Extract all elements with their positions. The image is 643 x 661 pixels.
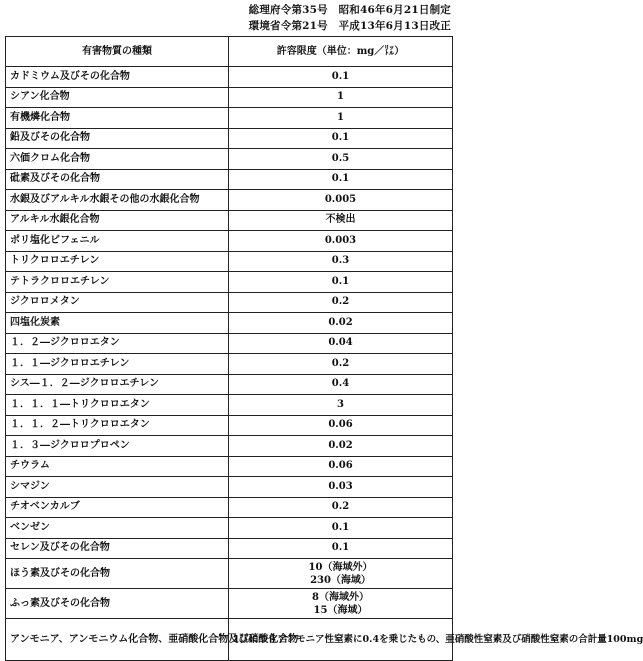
substance-name: 六価クロム化合物 [6, 149, 229, 170]
table-row [6, 128, 453, 149]
substance-name: 四塩化炭素 [6, 313, 229, 334]
table-row [6, 251, 453, 272]
limit-value: 0.1 [229, 67, 453, 88]
table-row [6, 436, 453, 457]
table-row [6, 169, 453, 190]
substance-name: ベンゼン [6, 518, 229, 539]
limit-value: 0.1 [229, 128, 453, 149]
limit-value: 3 [229, 395, 453, 416]
ordinance-line-2: 環境省令第21号 平成13年6月13日改正 [248, 20, 451, 32]
substance-name: １．１―ジクロロエチレン [6, 354, 229, 375]
table-row [6, 415, 453, 436]
table-row [6, 589, 453, 619]
limit-value: 0.3 [229, 251, 453, 272]
limit-value: 1 [229, 108, 453, 129]
table-row [6, 108, 453, 129]
table-row [6, 231, 453, 252]
table-row [6, 538, 453, 559]
substance-name: ポリ塩化ビフェニル [6, 231, 229, 252]
limit-value [229, 589, 453, 619]
substance-name: 砒素及びその化合物 [6, 169, 229, 190]
substance-name: １．３―ジクロロプロペン [6, 436, 229, 457]
table-row [6, 497, 453, 518]
substance-name: シアン化合物 [6, 87, 229, 108]
substance-name: セレン及びその化合物 [6, 538, 229, 559]
limit-value: 0.1 [229, 169, 453, 190]
limit-value: 0.2 [229, 497, 453, 518]
substance-name: カドミウム及びその化合物 [6, 67, 229, 88]
substance-name: ほう素及びその化合物 [6, 559, 229, 589]
table-row [6, 354, 453, 375]
substance-name: １．１．１―トリクロロエタン [6, 395, 229, 416]
limit-value: 0.1 [229, 538, 453, 559]
header-substance: 有害物質の種類 [6, 37, 229, 67]
table-row [6, 67, 453, 88]
limit-value [229, 559, 453, 589]
substance-name: ジクロロメタン [6, 292, 229, 313]
table-row [6, 190, 453, 211]
limit-value: 0.06 [229, 415, 453, 436]
effluent-standards-table [5, 36, 643, 661]
table-row [6, 518, 453, 539]
limit-value: 0.1 [229, 272, 453, 293]
limit-value: 0.005 [229, 190, 453, 211]
substance-name: アンモニア、アンモニウム化合物、亜硝酸化合物及び硝酸化合物 [6, 619, 229, 661]
limit-value: 0.2 [229, 292, 453, 313]
limit-value: 0.003 [229, 231, 453, 252]
limit-value: 0.1 [229, 518, 453, 539]
table-row [6, 333, 453, 354]
limit-outside-sea: 10（海域外） [308, 561, 373, 573]
limit-value: 0.2 [229, 354, 453, 375]
table-row [6, 619, 453, 661]
table-row [6, 395, 453, 416]
limit-value: 1 [229, 87, 453, 108]
substance-name: １．２―ジクロロエタン [6, 333, 229, 354]
limit-value: 不検出 [229, 210, 453, 231]
table-row [6, 313, 453, 334]
substance-name: トリクロロエチレン [6, 251, 229, 272]
limit-value: 1㍑につきアンモニア性窒素に0.4を乗じたもの、亜硝酸性窒素及び硝酸性窒素の合計量100mg [229, 619, 453, 661]
table-row [6, 272, 453, 293]
substance-name: シス―１．２―ジクロロエチレン [6, 374, 229, 395]
limit-value: 0.5 [229, 149, 453, 170]
substance-name: チオベンカルブ [6, 497, 229, 518]
table-header-row [6, 37, 453, 67]
limit-value: 0.02 [229, 313, 453, 334]
table-row [6, 87, 453, 108]
table-row [6, 149, 453, 170]
table-row [6, 210, 453, 231]
limit-sea: 15（海域） [313, 604, 368, 616]
substance-name: シマジン [6, 477, 229, 498]
substance-name: テトラクロロエチレン [6, 272, 229, 293]
table-row [6, 292, 453, 313]
limit-value: 0.04 [229, 333, 453, 354]
substance-name: 鉛及びその化合物 [6, 128, 229, 149]
table-row [6, 456, 453, 477]
substance-name: 水銀及びアルキル水銀その他の水銀化合物 [6, 190, 229, 211]
substance-name: 有機燐化合物 [6, 108, 229, 129]
table-row [6, 559, 453, 589]
limit-value: 0.4 [229, 374, 453, 395]
substance-name: ふっ素及びその化合物 [6, 589, 229, 619]
table-row [6, 477, 453, 498]
limit-outside-sea: 8（海域外） [312, 591, 369, 603]
substance-name: チウラム [6, 456, 229, 477]
substance-name: １．１．２―トリクロロエタン [6, 415, 229, 436]
limit-sea: 230（海域） [310, 574, 371, 586]
substance-name: アルキル水銀化合物 [6, 210, 229, 231]
limit-value: 0.03 [229, 477, 453, 498]
table-row [6, 374, 453, 395]
ordinance-line-1: 総理府令第35号 昭和46年6月21日制定 [248, 4, 451, 16]
header-limit: 許容限度（単位：mg／㍑） [229, 37, 453, 67]
limit-value: 0.02 [229, 436, 453, 457]
limit-value: 0.06 [229, 456, 453, 477]
